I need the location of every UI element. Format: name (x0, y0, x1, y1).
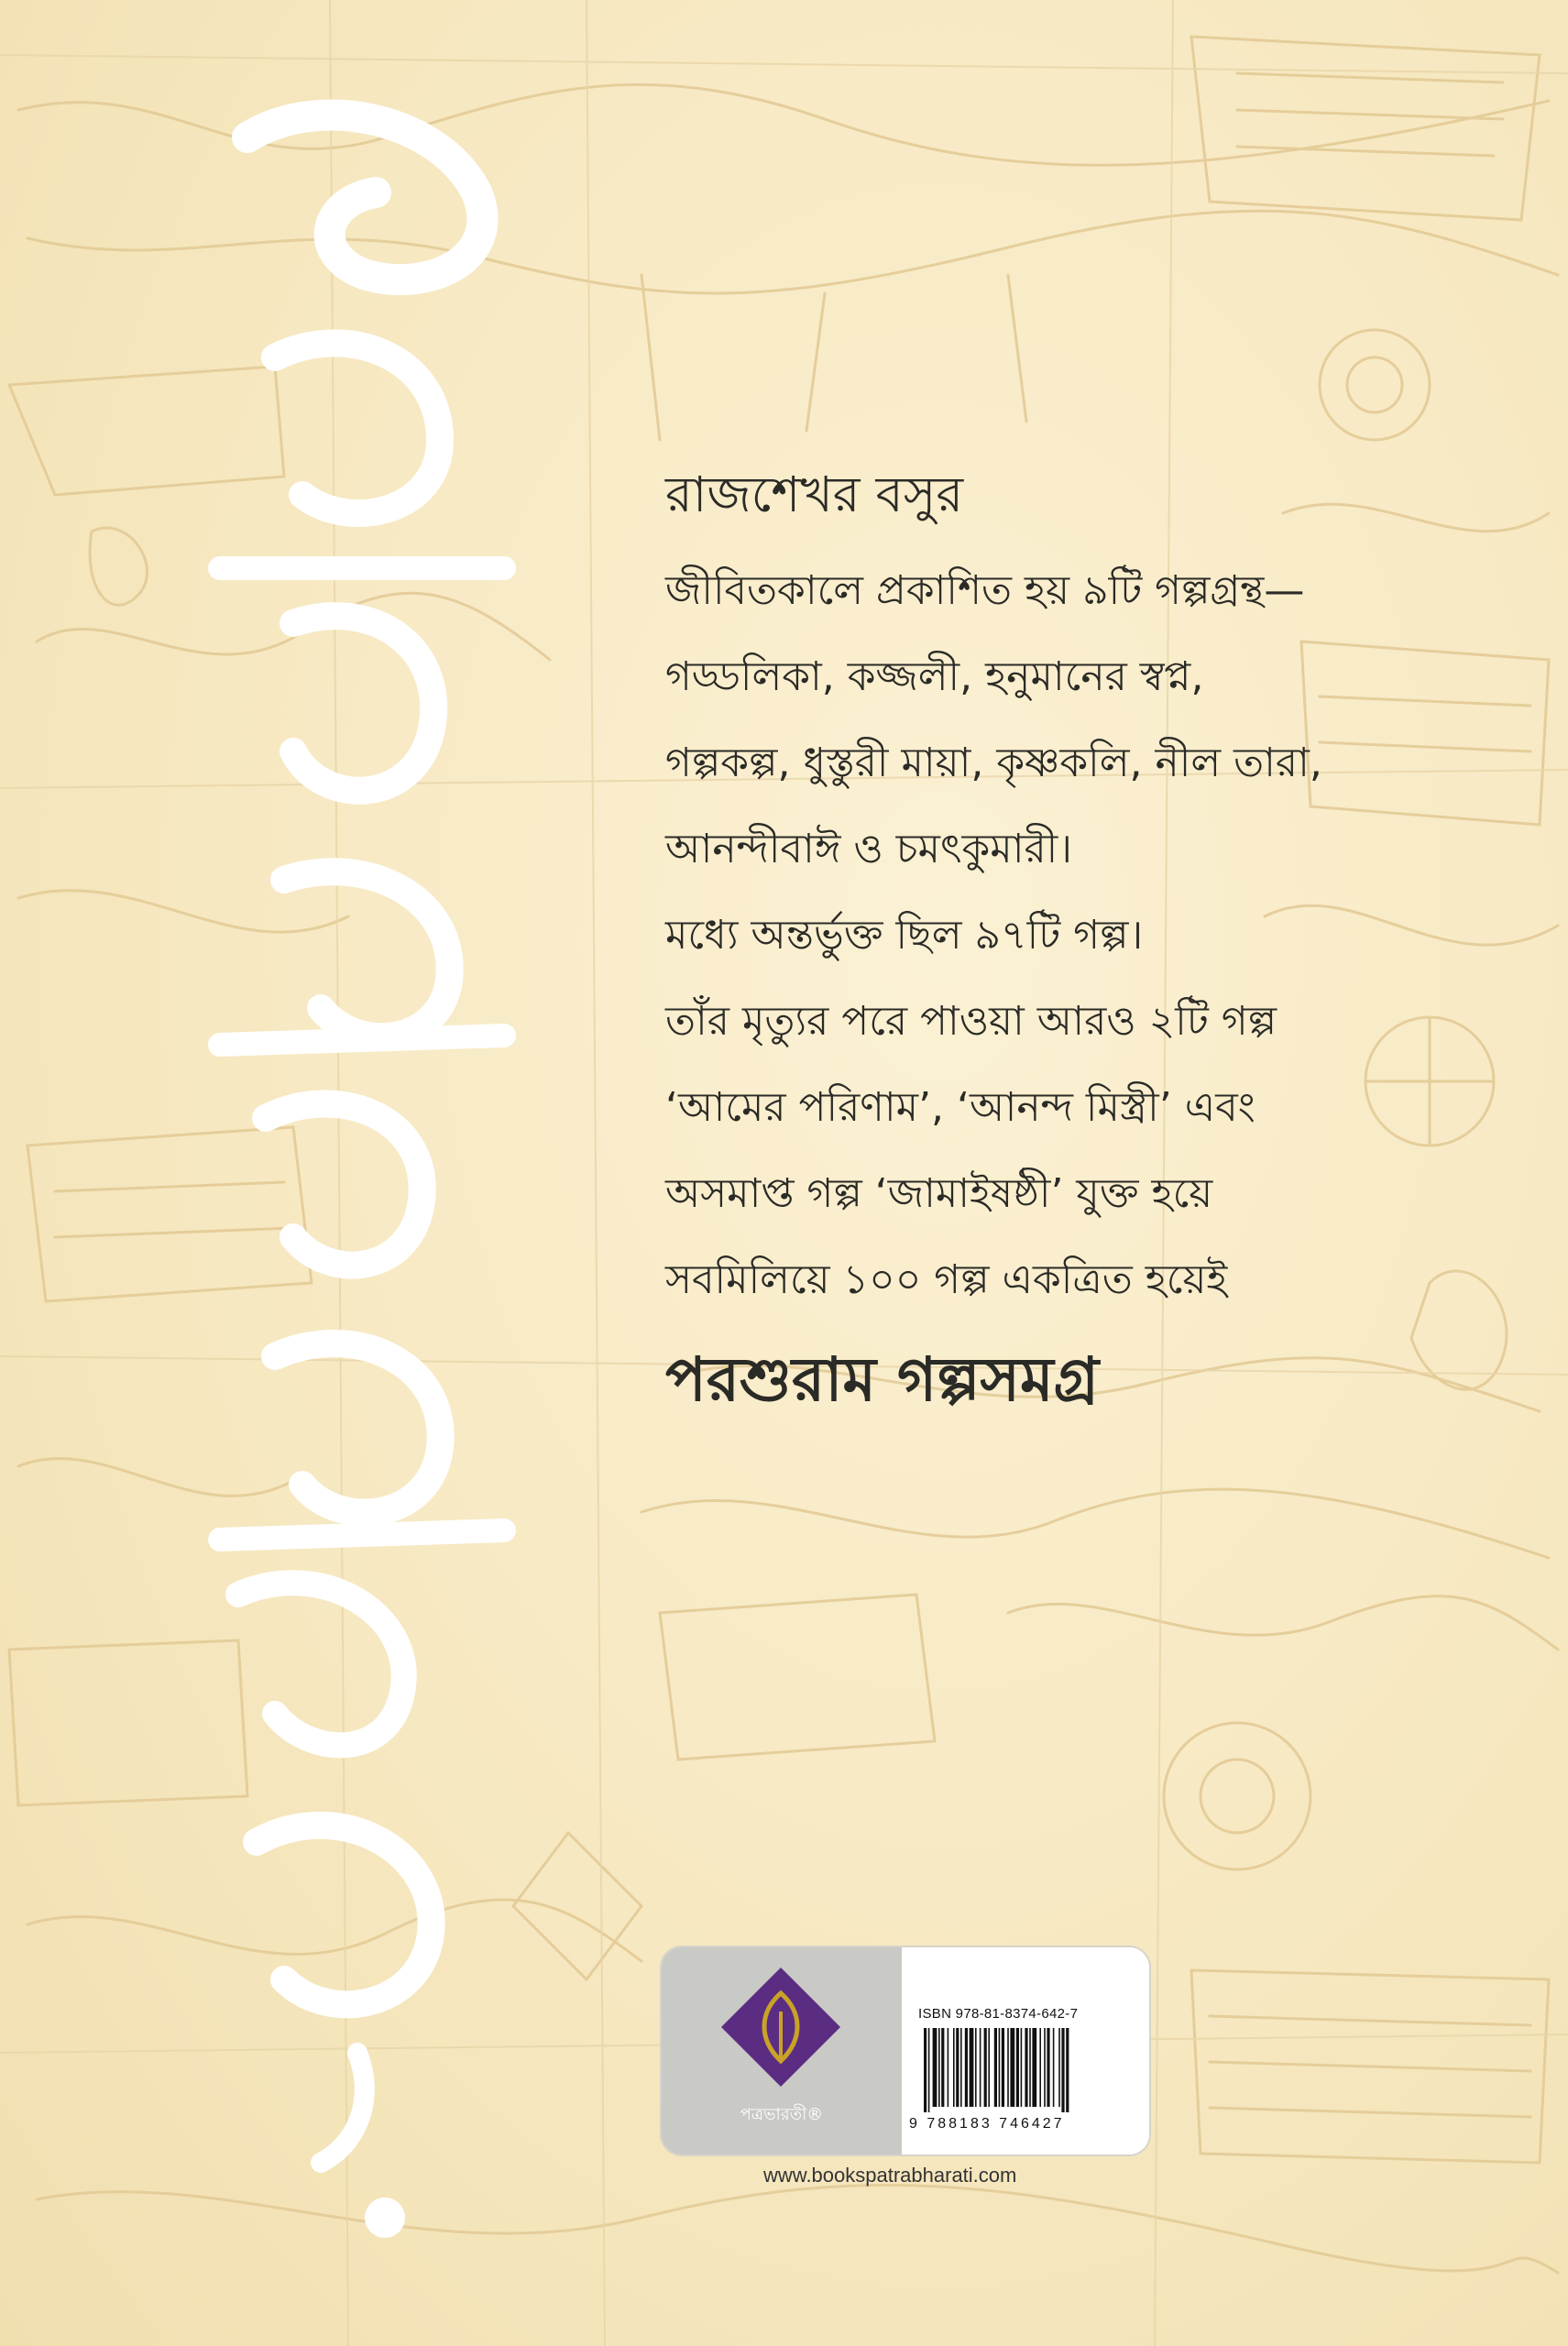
barcode-bar (928, 2028, 930, 2112)
barcode-bar (988, 2028, 990, 2107)
blurb-line: গড্ডলিকা, কজ্জলী, হনুমানের স্বপ্ন, (665, 653, 1204, 700)
barcode-bar (1021, 2028, 1023, 2107)
barcode-bar (980, 2028, 981, 2107)
barcode-bar (975, 2028, 977, 2107)
barcode-bar (1053, 2028, 1055, 2107)
barcode-bar (956, 2028, 959, 2107)
barcode-bar (1007, 2028, 1009, 2107)
publisher-logo-area (662, 1947, 902, 2154)
barcode-bar (1002, 2028, 1004, 2107)
publisher-name: পত্রভারতী® (740, 2105, 824, 2124)
barcode-bar (965, 2028, 968, 2107)
blurb-line: তাঁর মৃত্যুর পরে পাওয়া আরও ২টি গল্প (665, 998, 1277, 1045)
barcode-bar (938, 2028, 940, 2107)
isbn-area (902, 1947, 1149, 2154)
barcode-bar (1029, 2028, 1031, 2107)
barcode-bar (984, 2028, 987, 2107)
barcode-icon (922, 2028, 1133, 2112)
leaf-diamond-logo-icon (719, 1966, 842, 2088)
publisher-website: www.bookspatrabharati.com (763, 2164, 1017, 2187)
barcode-bar (1039, 2028, 1041, 2107)
barcode-bar (999, 2028, 1001, 2107)
barcode-bar (1016, 2028, 1019, 2107)
barcode-bar (924, 2028, 927, 2112)
barcode-bar (953, 2028, 955, 2107)
barcode-bar (1032, 2028, 1036, 2107)
barcode-bar (1061, 2028, 1064, 2112)
barcode-bar (1025, 2028, 1027, 2107)
barcode-bar (941, 2028, 944, 2107)
barcode-bar (994, 2028, 997, 2107)
barcode-bar (1047, 2028, 1049, 2107)
blurb-line: জীবিতকালে প্রকাশিত হয় ৯টি গল্পগ্রন্থ— (665, 567, 1305, 614)
barcode-digits: 9 788183 746427 (909, 2116, 1065, 2132)
barcode-panel (662, 1947, 1149, 2154)
blurb-line: মধ্যে অন্তর্ভুক্ত ছিল ৯৭টি গল্প। (665, 912, 1144, 959)
book-title: পরশুরাম গল্পসমগ্র (665, 1344, 1100, 1415)
author-signature-lettering (137, 55, 550, 2254)
barcode-bar (948, 2028, 949, 2107)
blurb-line: আনন্দীবাঈ ও চমৎকুমারী। (665, 826, 1072, 872)
isbn-label: ISBN 978-81-8374-642-7 (918, 2006, 1079, 2022)
barcode-bar (970, 2028, 974, 2107)
barcode-bar (1058, 2028, 1060, 2107)
blurb-text-block (665, 458, 1453, 1426)
blurb-line: ‘আমের পরিণাম’, ‘আনন্দ মিস্ত্রী’ এবং (665, 1084, 1255, 1131)
blurb-author: রাজশেখর বসুর (665, 466, 964, 523)
barcode-bar (933, 2028, 938, 2107)
barcode-bar (1066, 2028, 1069, 2112)
barcode-bar (1044, 2028, 1046, 2107)
blurb-line: গল্পকল্প, ধুস্তুরী মায়া, কৃষ্ণকলি, নীল তারা, (665, 740, 1322, 786)
barcode-bar (1010, 2028, 1014, 2107)
barcode-bar (960, 2028, 962, 2107)
blurb-line: অসমাপ্ত গল্প ‘জামাইষষ্ঠী’ যুক্ত হয়ে (665, 1170, 1213, 1217)
blurb-line: সবমিলিয়ে ১০০ গল্প একত্রিত হয়েই (665, 1256, 1228, 1303)
